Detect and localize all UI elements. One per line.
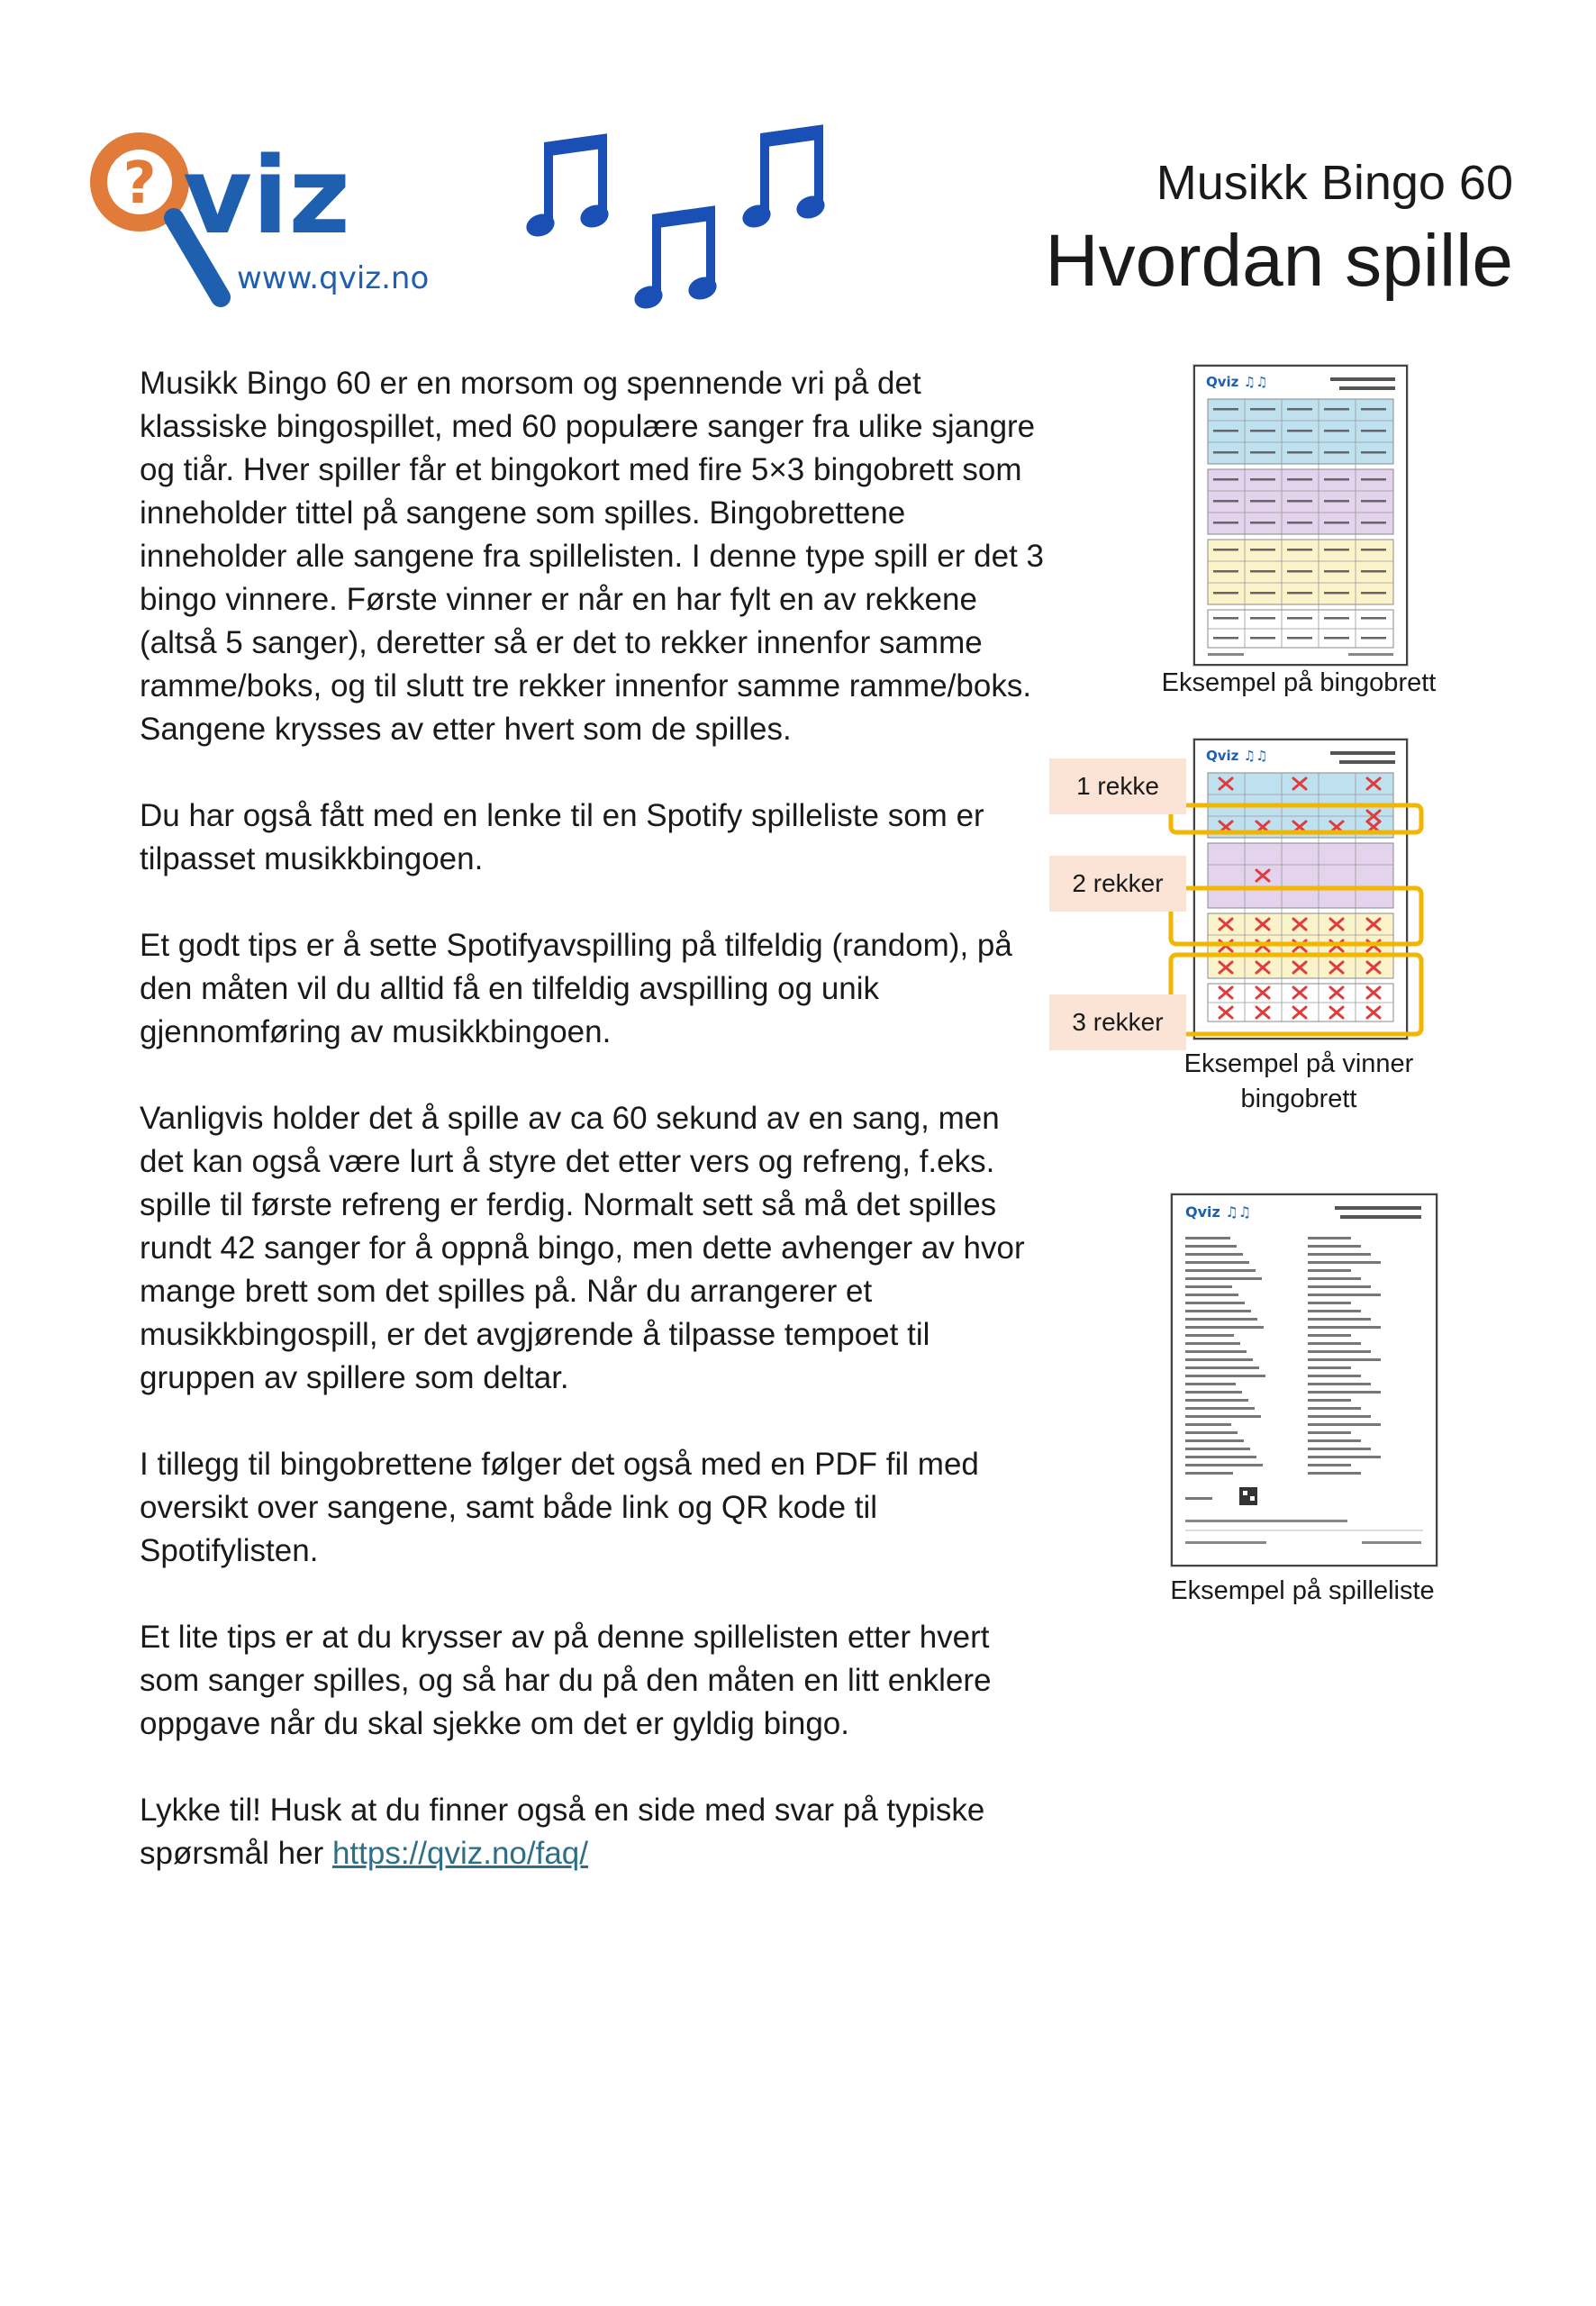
svg-text:Qviz ♫♫: Qviz ♫♫ xyxy=(1206,748,1268,764)
playlist-caption: Eksempel på spilleliste xyxy=(1170,1576,1435,1605)
tag-three-rows: 3 rekker xyxy=(1049,994,1186,1050)
winner-highlights xyxy=(1167,739,1437,1036)
music-notes-icon xyxy=(522,117,883,333)
faq-text: Lykke til! Husk at du finner også en side med svar på typiske spørsmål her xyxy=(140,1793,985,1871)
qviz-logo xyxy=(77,117,446,324)
instructions-text xyxy=(140,362,1049,1919)
paragraph-spotify: Du har også fått med en lenke til en Spotify spilleliste som er tilpasset musikkbingoen. xyxy=(140,798,984,876)
paragraph-intro: Musikk Bingo 60 er en morsom og spennende vri på det klassiske bingospillet, med 60 populære sanger fra ulike sjangre og tiår. Hver spiller får et bingokort med fire 5×3 bingobrett som inneholder tittel på sangene som spilles. Bingobrettene inneholder alle sangene fra spillelisten. I denne type spill er det 3 bingo vinnere. Første vinner er når en har fylt en av rekkene (altså 5 sanger), deretter så er det to rekker innenfor samme ramme/boks, og til slutt tre rekker innenfor samme ramme/boks. Sangene krysses av etter hvert som de spilles. xyxy=(140,366,1044,747)
winner-caption-line1: Eksempel på vinner xyxy=(1183,1049,1414,1078)
logo-wordmark: viz xyxy=(183,133,351,258)
page-title: Hvordan spille xyxy=(1045,220,1513,302)
bingo-board-thumbnail xyxy=(1193,365,1408,666)
page-subtitle: Musikk Bingo 60 xyxy=(1156,156,1513,210)
paragraph-timing: Vanligvis holder det å spille av ca 60 sekund av en sang, men det kan også være lurt å styre det etter vers og refreng, f.eks. spille til første refreng er ferdig. Normalt sett så må det spilles rundt 42 sanger for å oppnå bingo, men dette avhenger av hvor mange brett som det spilles på. Når du arrangerer et musikkbingospill, er det avgjørende å tilpasse tempoet til gruppen av spillere som deltar. xyxy=(140,1101,1025,1395)
logo-url: www.qviz.no xyxy=(237,260,430,296)
paragraph-faq xyxy=(140,1789,1049,1875)
paragraph-checklist-tip: Et lite tips er at du krysser av på denne spillelisten etter hvert som sanger spilles, og så har du på den måten en litt enklere oppgave når du skal sjekke om det er gyldig bingo. xyxy=(140,1620,992,1741)
svg-text:Qviz ♫♫: Qviz ♫♫ xyxy=(1206,374,1268,390)
faq-link[interactable]: https://qviz.no/faq/ xyxy=(331,1836,588,1871)
paragraph-random-tip: Et godt tips er å sette Spotifyavspilling på tilfeldig (random), på den måten vil du alltid få en tilfeldig avspilling og unik gjennomføring av musikkbingoen. xyxy=(140,928,1012,1049)
paragraph-pdf: I tillegg til bingobrettene følger det også med en PDF fil med oversikt over sangene, samt både link og QR kode til Spotifylisten. xyxy=(140,1447,979,1568)
tag-one-row: 1 rekke xyxy=(1049,758,1186,814)
tag-two-rows: 2 rekker xyxy=(1049,856,1186,912)
winner-caption-line2: bingobrett xyxy=(1240,1085,1357,1113)
playlist-thumbnail xyxy=(1171,1194,1437,1566)
svg-text:?: ? xyxy=(122,150,157,217)
board-caption: Eksempel på bingobrett xyxy=(1161,668,1437,697)
svg-text:Qviz ♫♫: Qviz ♫♫ xyxy=(1185,1203,1252,1221)
